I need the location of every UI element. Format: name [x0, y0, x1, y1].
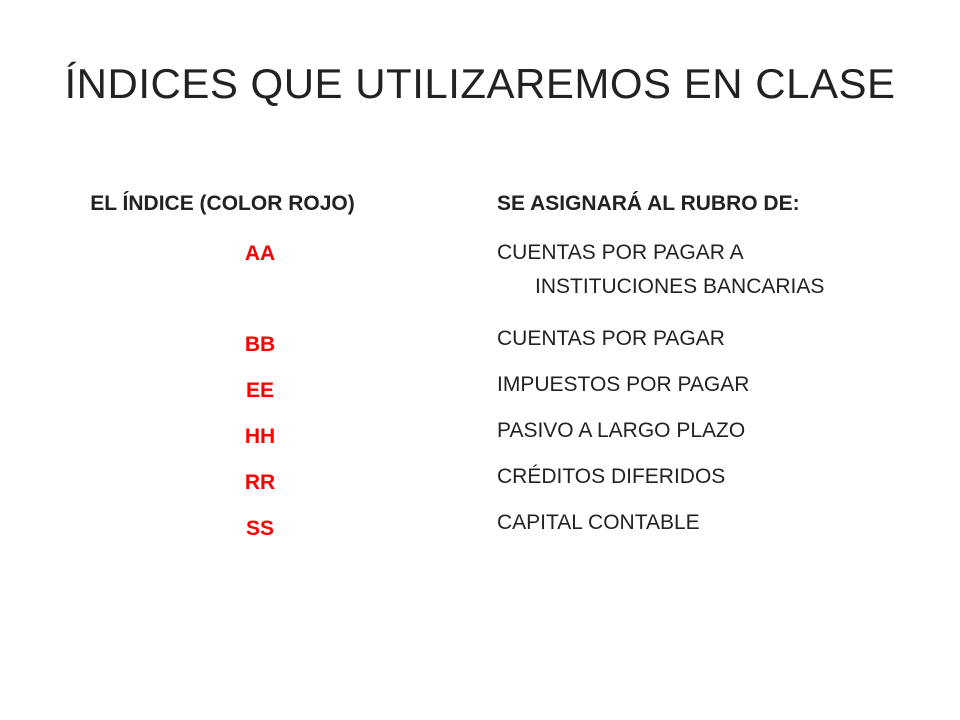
index-code: SS	[245, 517, 274, 540]
category-item	[497, 414, 927, 448]
category-item	[497, 322, 927, 356]
index-code: AA	[244, 242, 276, 265]
category-item-line: IMPUESTOS POR PAGAR	[497, 373, 750, 396]
category-column-heading: SE ASIGNARÁ AL RUBRO DE:	[497, 192, 800, 215]
slide-title: ÍNDICES QUE UTILIZAREMOS EN CLASE	[64, 60, 896, 107]
category-item	[497, 368, 927, 402]
index-code: HH	[244, 425, 276, 448]
category-item	[497, 506, 927, 540]
category-item	[497, 236, 927, 304]
category-item-line: CUENTAS POR PAGAR	[497, 327, 725, 350]
category-item-line: CAPITAL CONTABLE	[497, 511, 700, 534]
index-column-heading: EL ÍNDICE (COLOR ROJO)	[90, 192, 355, 215]
index-code: EE	[245, 379, 274, 402]
index-code: RR	[244, 471, 276, 494]
category-item-line: CRÉDITOS DIFERIDOS	[497, 465, 726, 488]
category-item-line: INSTITUCIONES BANCARIAS	[535, 275, 825, 298]
category-item-line: CUENTAS POR PAGAR A	[497, 241, 744, 264]
category-item-line: PASIVO A LARGO PLAZO	[497, 419, 746, 442]
index-code: BB	[244, 333, 276, 356]
category-item	[497, 460, 927, 494]
